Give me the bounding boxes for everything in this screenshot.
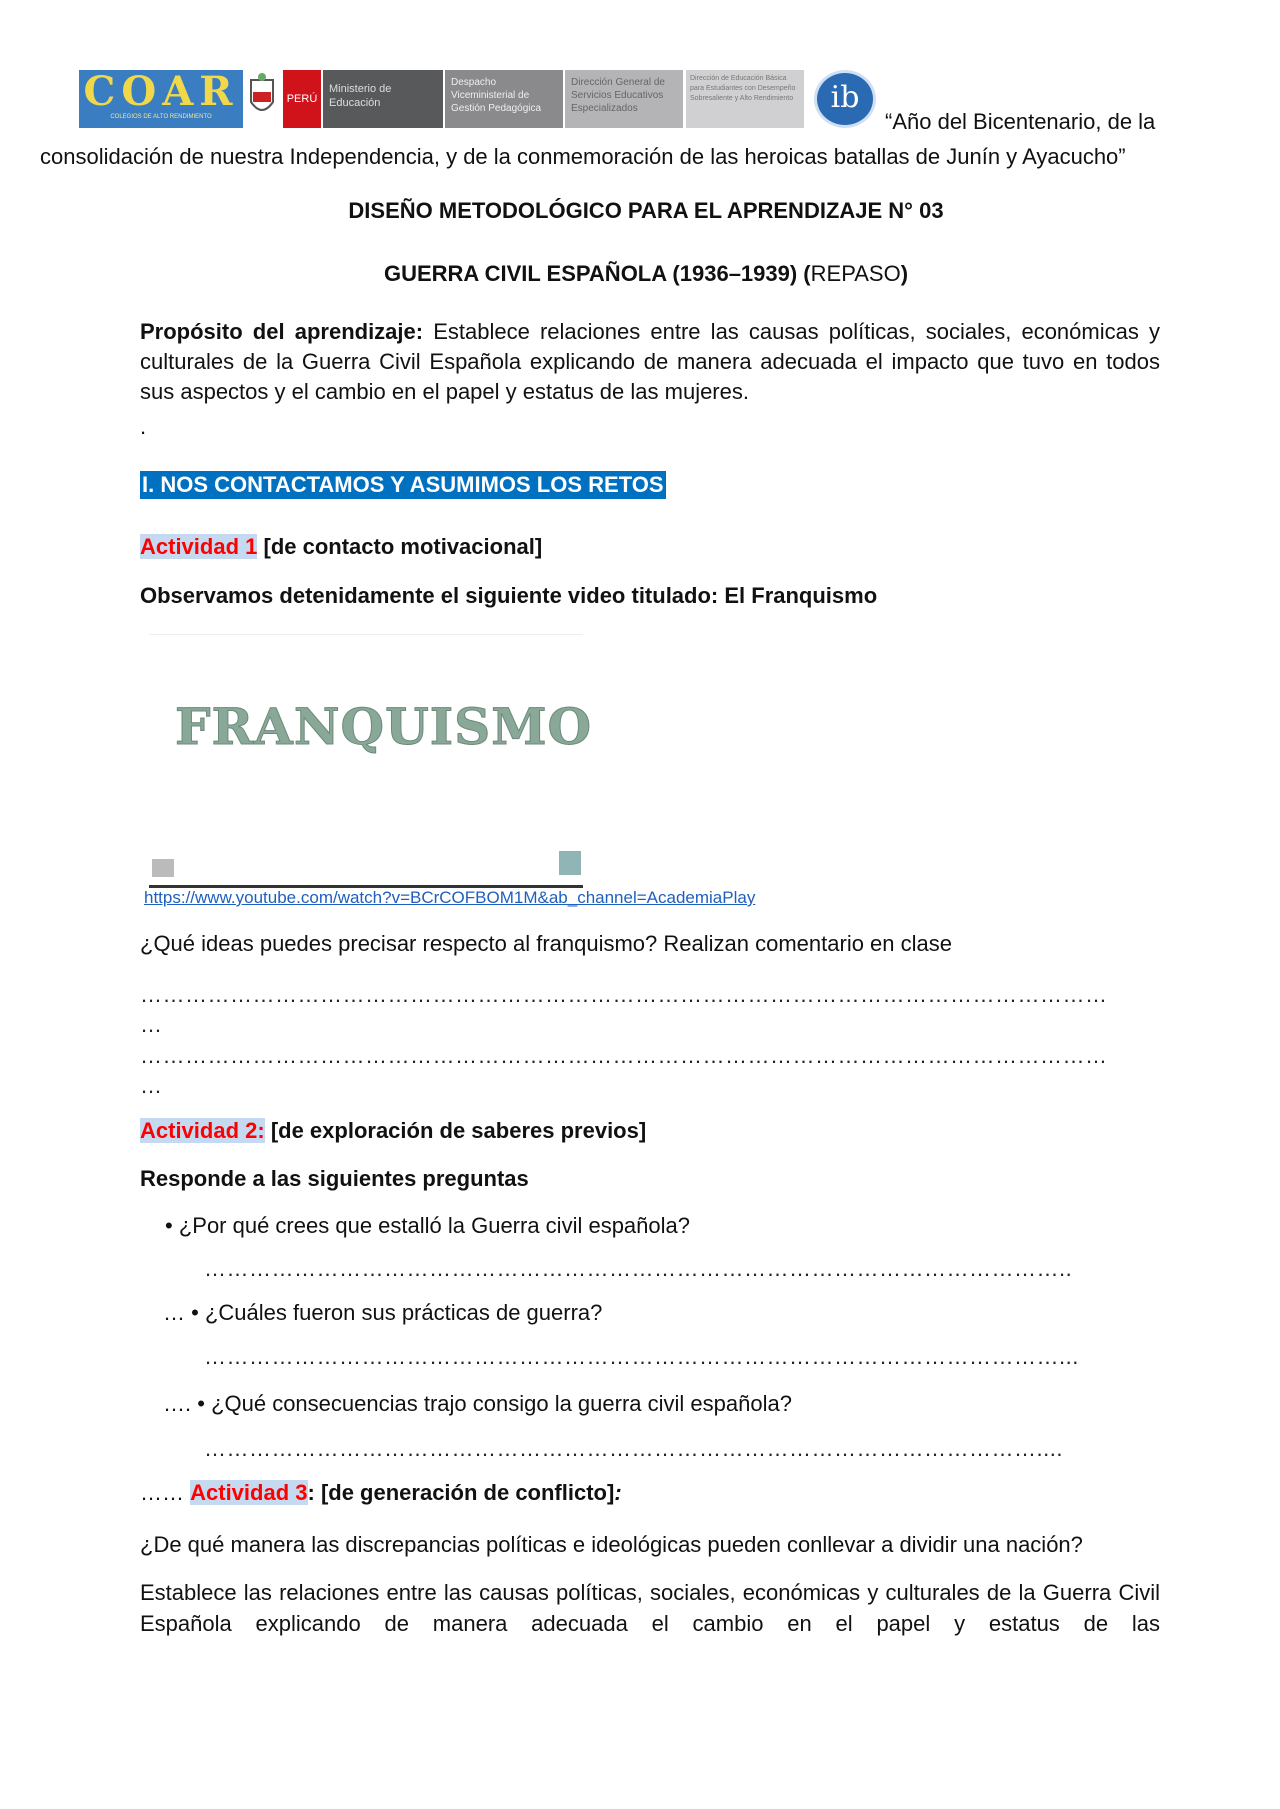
subtitle-close: ) (900, 261, 909, 286)
question-3-answer[interactable]: ………………………………………………………………………………………………….... (204, 1436, 1063, 1461)
ib-logo-text: ib (830, 80, 860, 115)
peru-logo (283, 70, 321, 128)
year-motto-line-1: “Año del Bicentenario, de la (885, 109, 1156, 134)
purpose-paragraph (140, 317, 1160, 407)
subtitle-main: GUERRA CIVIL ESPAÑOLA (1936–1939) ( (383, 261, 811, 286)
activity-2-desc: [de exploración de saberes previos] (264, 1118, 647, 1143)
activity-2-label: Actividad 2: (140, 1118, 265, 1143)
activity-3-heading (140, 1479, 622, 1507)
activity-1-question: ¿Qué ideas puedes precisar respecto al franquismo? Realizan comentario en clase (140, 931, 952, 956)
bullet-icon: • (191, 1300, 199, 1325)
ib-logo (808, 70, 884, 128)
question-1-answer[interactable]: …………………………………………………………………………………………………….. (204, 1256, 1073, 1281)
activity-2-instruction: Responde a las siguientes preguntas (140, 1166, 529, 1191)
stray-dot: . (140, 414, 147, 439)
peru-logo-text: PERÚ (286, 93, 318, 105)
video-link[interactable]: https://www.youtube.com/watch?v=BCrCOFBOM1M&ab_channel=AcademiaPlay (144, 888, 756, 907)
minedu-logo (323, 70, 443, 128)
section-heading-1: I. NOS CONTACTAMOS Y ASUMIMOS LOS RETOS (142, 472, 664, 497)
coar-logo-subtitle: COLEGIOS DE ALTO RENDIMIENTO (110, 114, 212, 120)
answer-line-2[interactable]: ………………………………………………………………………………………………………………… (140, 1043, 1108, 1068)
question-3 (163, 1390, 792, 1418)
bullet-icon: • (197, 1391, 205, 1416)
question-3-text: ¿Qué consecuencias trajo consigo la guerra civil española? (211, 1391, 792, 1416)
video-logo-icon (559, 851, 581, 875)
despacho-logo-text: Despacho Viceministerial de Gestión Pedagógica (451, 77, 542, 114)
activity-1-heading (140, 533, 542, 561)
direccion-general-logo-text: Dirección General de Servicios Educativos Especializados (571, 77, 665, 114)
activity-1-instruction: Observamos detenidamente el siguiente video titulado: El Franquismo (140, 583, 878, 608)
activity-3-desc: [de generación de conflicto] (314, 1480, 615, 1505)
video-thumbnail[interactable] (149, 634, 593, 888)
subtitle-repaso: REPASO (810, 261, 901, 286)
activity-2-heading (140, 1117, 646, 1145)
activity-3-prefix: …… (140, 1480, 191, 1505)
question-2 (163, 1299, 602, 1327)
answer-line-1-cont: … (140, 1012, 163, 1037)
activity-3-label: Actividad 3 (190, 1480, 308, 1505)
channel-icon (152, 859, 174, 877)
activity-3-end: : (614, 1480, 622, 1505)
question-2-prefix: … (163, 1300, 192, 1325)
video-title-text: FRANQUISMO (175, 697, 593, 756)
activity-3-colon: : (307, 1480, 315, 1505)
answer-line-2-cont: … (140, 1073, 163, 1098)
question-2-text: ¿Cuáles fueron sus prácticas de guerra? (204, 1300, 603, 1325)
purpose-text: Establece relaciones entre las causas políticas, sociales, económicas y culturales de la Guerra Civil Española explicando de manera adecuada el impacto que tuvo en todos sus aspectos y el cambio en el papel y estatus de las mujeres. (140, 319, 1160, 404)
coar-logo (79, 70, 243, 128)
question-3-prefix: …. (163, 1391, 198, 1416)
peru-coat-of-arms-icon (247, 70, 277, 128)
direccion-general-logo (565, 70, 683, 128)
question-1 (165, 1212, 690, 1240)
coar-logo-text: COAR (83, 68, 239, 115)
purpose-label: Propósito del aprendizaje: (140, 319, 424, 344)
bullet-icon: • (165, 1213, 173, 1238)
year-motto-line-2: consolidación de nuestra Independencia, y de la conmemoración de las heroicas batallas de Junín y Ayacucho” (40, 144, 1126, 169)
question-2-answer[interactable]: ……………………………………………………………………………………………………... (204, 1344, 1079, 1369)
page-subtitle (0, 260, 1280, 288)
activity-1-label: Actividad 1 (140, 534, 258, 559)
page-title: DISEÑO METODOLÓGICO PARA EL APRENDIZAJE N° 03 (348, 198, 944, 223)
direccion-basica-logo (686, 70, 804, 128)
activity-3-question: ¿De qué manera las discrepancias políticas e ideológicas pueden conllevar a dividir una nación? (140, 1532, 1083, 1557)
minedu-logo-text: Ministerio de Educación (329, 83, 392, 109)
answer-line-1[interactable]: ………………………………………………………………………………………………………………… (140, 982, 1108, 1007)
activity-1-desc: [de contacto motivacional] (257, 534, 543, 559)
direccion-basica-logo-text: Dirección de Educación Básica para Estudiantes con Desempeño Sobresaliente y Alto Rendimiento (690, 75, 796, 102)
activity-3-text: Establece las relaciones entre las causas políticas, sociales, económicas y culturales de la Guerra Civil Española explicando de manera adecuada el cambio en el papel y estatus de las (140, 1580, 1160, 1636)
question-1-text: ¿Por qué crees que estalló la Guerra civil española? (178, 1213, 690, 1238)
despacho-logo (445, 70, 563, 128)
